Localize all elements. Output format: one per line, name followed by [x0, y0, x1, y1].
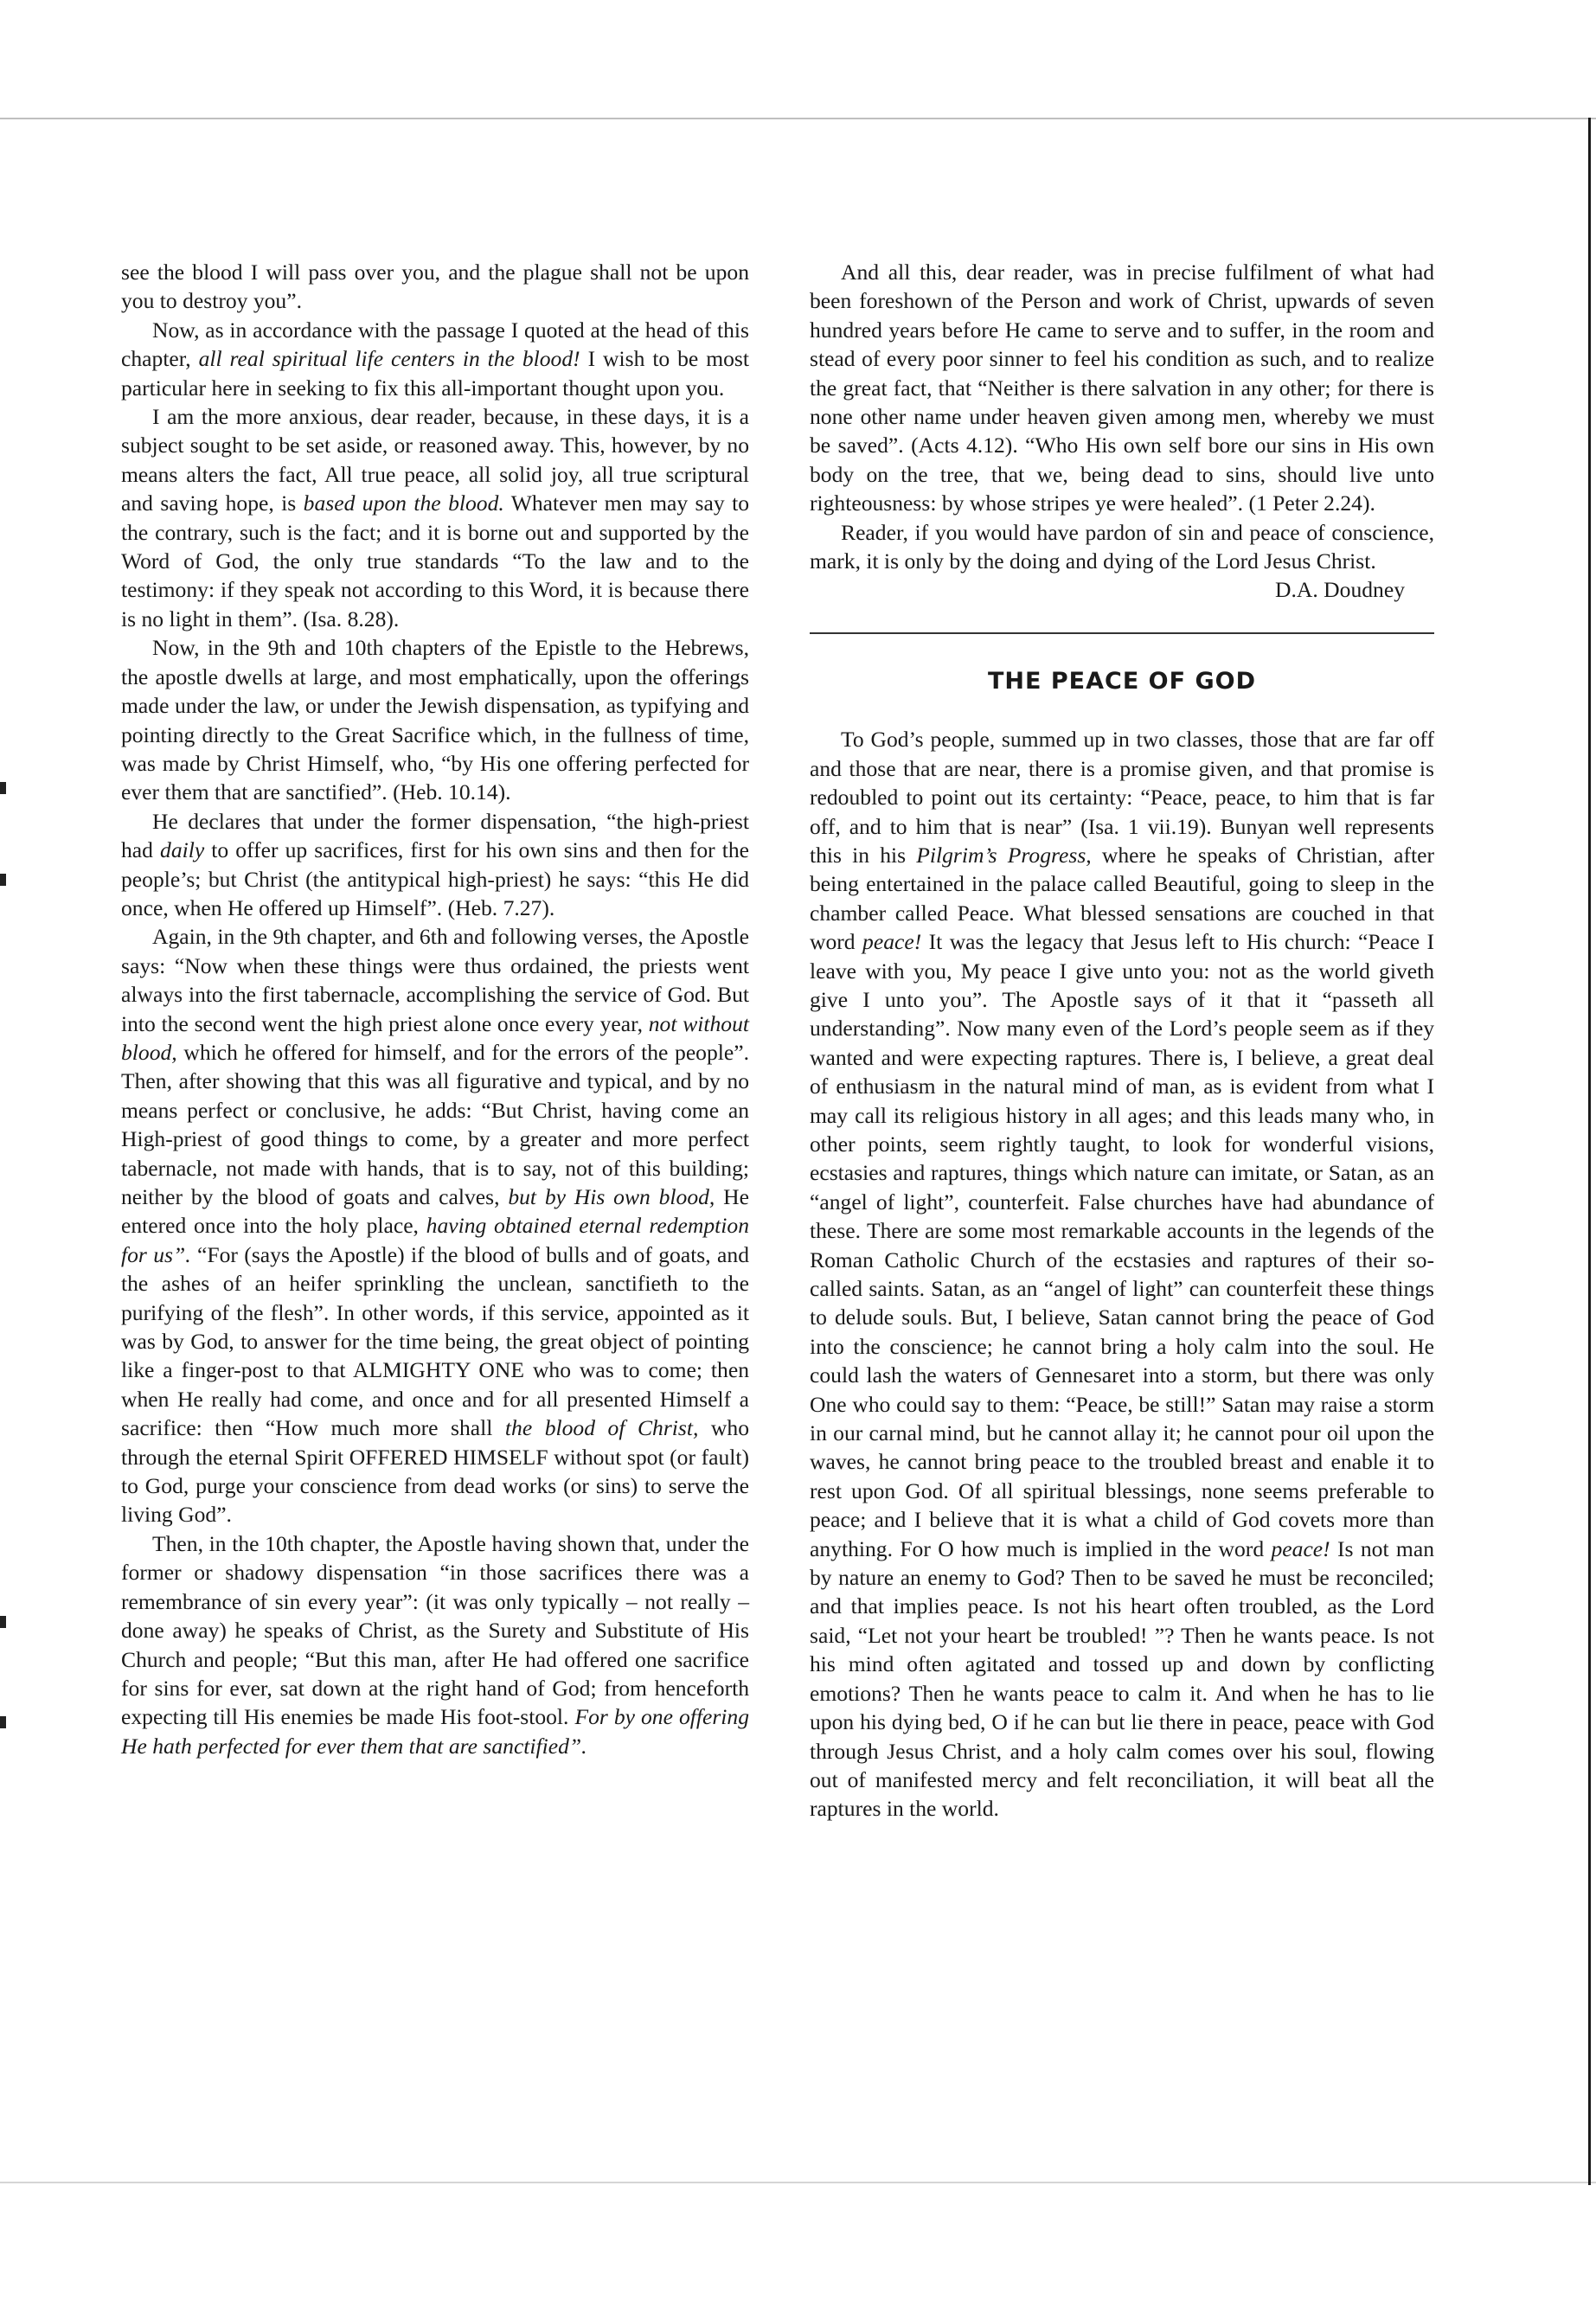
paragraph-text: Whatever men may say to the contrary, such is the fact; and it is borne out and supported by the Word of God, the only true standards “To the law and to the testimony: if they speak not according to this Word, it is because there is no light in them”. (Isa. 8.28). — [121, 490, 749, 631]
paragraph — [121, 922, 749, 1529]
emphasis-text: having obtained eternal redemption for us”. — [121, 1213, 749, 1267]
emphasis-text: all real spiritual life centers in the blood! — [198, 346, 580, 372]
emphasis-text: not without blood, — [121, 1010, 749, 1065]
paragraph — [121, 316, 749, 402]
page-top-edge — [0, 118, 1596, 119]
paragraph-text: And all this, dear reader, was in precise fulfilment of what had been foreshown of the Person and work of Christ, upwards of seven hundred years before He came to serve and to suffer, in the room and stead of every poor sinner to feel his condition as such, and to realize the great fact, that “Neither is there salvation in any other; for there is none other name under heaven given among men, whereby we must be saved”. (Acts 4.12). “Who His own self bore our sins in His own body on the tree, that we, being dead to sins, should live unto righteousness: by whose stripes ye were healed”. (1 Peter 2.24). — [810, 260, 1434, 516]
signature-line — [810, 575, 1434, 604]
emphasis-text: Pilgrim’s Progress, — [916, 842, 1092, 868]
section-heading: THE PEACE OF GOD — [988, 667, 1256, 695]
section-divider — [810, 632, 1434, 634]
paragraph-text: where he speaks of Christian, after being entertained in the palace called Beautiful, going to sleep in the chamber called Peace. What blessed sensations are couched in that word — [810, 842, 1435, 955]
paragraph-text: To God’s people, summed up in two classes, those that are far off and those that are near, there is a promise given, and that promise is redoubled to point out its certainty: “Peace, peace, to him that is far off, and to him that is near” (Isa. 1 vii.19). Bunyan well represents this in his — [810, 727, 1434, 868]
emphasis-text: For by one offering He hath perfected for ever them that are sanctified”. — [121, 1704, 749, 1759]
paragraph-text: I am the more anxious, dear reader, because, in these days, it is a subject sought to be set aside, or reasoned away. This, however, by no means alters the fact, All true peace, all solid joy, all true scriptural and saving hope, is — [121, 404, 749, 516]
paragraph-text: Again, in the 9th chapter, and 6th and following verses, the Apostle says: “Now when these things were thus ordained, the priests went always into the first tabernacle, accomplishing the service of God. But into the second went the high priest alone once every year, — [121, 924, 749, 1036]
page-bottom-edge — [0, 2182, 1596, 2183]
margin-tick-mark — [0, 874, 6, 886]
paragraph — [810, 725, 1434, 1823]
margin-tick-mark — [0, 1616, 6, 1628]
emphasis-text: but by His own blood, — [508, 1184, 715, 1209]
paragraph — [121, 258, 749, 316]
author-signature: D.A. Doudney — [1275, 577, 1405, 603]
paragraph-text: “For (says the Apostle) if the blood of bulls and of goats, and the ashes of an heifer sprinkling the unclean, sanctifieth to the purifying of the flesh”. In other words, if this service, appointed as it was by God, to answer for the time being, the great object of pointing like a finger-post to that ALMIGHTY ONE who was to come; then when He really had come, and once and for all presented Himself a sacrifice: then “How much more shall — [121, 1241, 749, 1441]
emphasis-text: the blood of Christ, — [504, 1415, 699, 1441]
emphasis-text: based upon the blood. — [303, 490, 504, 516]
paragraph-text: who through the eternal Spirit OFFERED HIMSELF without spot (or fault) to God, purge your conscience from dead works (or sins) to serve the living God”. — [121, 1415, 749, 1528]
paragraph — [121, 402, 749, 633]
emphasis-text: peace! — [862, 929, 922, 955]
paragraph-text: He entered once into the holy place, — [121, 1184, 749, 1239]
paragraph — [810, 258, 1434, 518]
paragraph-text: Now, as in accordance with the passage I quoted at the head of this chapter, — [121, 317, 749, 372]
paragraph-text: see the blood I will pass over you, and the plague shall not be upon you to destroy you”. — [121, 260, 749, 314]
right-column — [810, 258, 1434, 1823]
emphasis-text: peace! — [1271, 1535, 1330, 1561]
paragraph-text: Is not man by nature an enemy to God? Then to be saved he must be reconciled; and that implies peace. Is not his heart often troubled, as the Lord said, “Let not your heart be troubled! ”? Then he wants peace. Is not his mind often agitated and tossed up and down by conflicting emotions? Then he wants peace to calm it. And when he has to lie upon his dying bed, O if he can but lie there in peace, peace with God through Jesus Christ, and a holy calm comes over his soul, flowing out of manifested mercy and felt reconciliation, it will beat all the raptures in the world. — [810, 1535, 1434, 1822]
margin-tick-mark — [0, 782, 6, 794]
paragraph — [810, 518, 1434, 576]
paragraph-text: It was the legacy that Jesus left to His church: “Peace I leave with you, My peace I give unto you: not as the world giveth give I unto you”. The Apostle says of it that it “passeth all understanding”. Now many even of the Lord’s people seem as if they wanted and were expecting raptures. There is, I believe, a great deal of enthusiasm in the natural mind of man, as is evident from what I may call its religious history in all ages; and this leads many who, in other points, seem rightly taught, to look for wonderful visions, ecstasies and raptures, things which nature can imitate, or Satan, as an “angel of light”, counterfeit. False churches have had abundance of these. There are some most remarkable accounts in the legends of the Roman Catholic Church of the ecstasies and raptures of their so-called saints. Satan, as an “angel of light” can counterfeit these things to delude souls. But, I believe, Satan cannot bring the peace of God into the conscience; he cannot bring a holy calm into the soul. He could lash the waters of Gennesaret into a storm, but there was only One who could say to them: “Peace, be still!” Satan may raise a storm in our carnal mind, but he cannot allay it; he cannot pour oil upon the waves, he cannot bring peace to the troubled breast and enable it to rest upon God. Of all spiritual blessings, none seems preferable to peace; and I believe that it is what a child of God covets more than anything. For O how much is implied in the word — [810, 929, 1434, 1561]
paragraph-text: Then, in the 10th chapter, the Apostle having shown that, under the former or shadowy dispensation “in those sacrifices there was a remembrance of sin every year”: (it was only typically – not really – done away) he speaks of Christ, as the Surety and Substitute of His Church and people; “But this man, after He had offered one sacrifice for sins for ever, sat down at the right hand of God; from henceforth expecting till His enemies be made His foot-stool. — [121, 1530, 749, 1730]
paragraph-text: Reader, if you would have pardon of sin and peace of conscience, mark, it is only by the doing and dying of the Lord Jesus Christ. — [810, 519, 1434, 574]
page-right-edge — [1588, 118, 1591, 2185]
paragraph — [121, 633, 749, 806]
paragraph-text: Now, in the 9th and 10th chapters of the Epistle to the Hebrews, the apostle dwells at large, and most emphatically, upon the offerings made under the law, or under the Jewish dispensation, as typifying and pointing directly to the Great Sacrifice which, in the fullness of time, was made by Christ Himself, who, “by His one offering perfected for ever them that are sanctified”. (Heb. 10.14). — [121, 635, 749, 805]
paragraph-text: I wish to be most particular here in seeking to fix this all-important thought upon you. — [121, 346, 749, 401]
left-column — [121, 258, 749, 1760]
paragraph-text: He declares that under the former dispensation, “the high-priest had — [121, 808, 749, 863]
margin-tick-mark — [0, 1716, 6, 1728]
paragraph — [121, 807, 749, 923]
emphasis-text: daily — [160, 837, 205, 863]
paragraph-text: to offer up sacrifices, first for his own sins and then for the people’s; but Christ (the antitypical high-priest) he says: “this He did once, when He offered up Himself”. (Heb. 7.27). — [121, 837, 749, 920]
paragraph-text: which he offered for himself, and for the errors of the people”. Then, after showing that this was all figurative and typical, and by no means perfect or conclusive, he adds: “But Christ, having come an High-priest of good things to come, by a greater and more perfect tabernacle, not made with hands, that is to say, not of this building; neither by the blood of goats and calves, — [121, 1039, 749, 1209]
paragraph — [121, 1529, 749, 1760]
